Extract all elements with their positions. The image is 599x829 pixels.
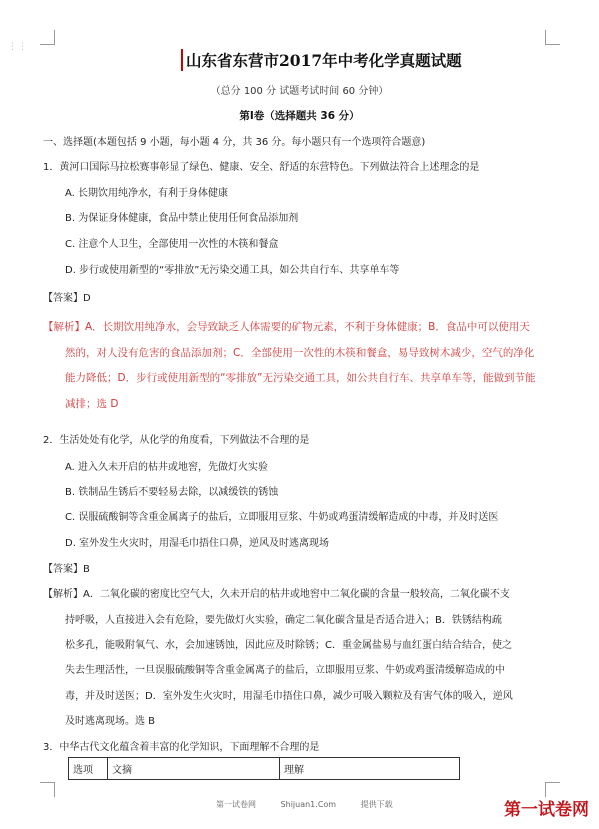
table-header-cell: 文摘 (108, 758, 280, 780)
q2-analysis-line: 及时逃离现场。选 B (65, 716, 156, 727)
q2-analysis-line: 持呼吸，人直接进入会有危险，要先做灯火实验，确定二氧化碳含量是否适合进入；B．铁锈结构疏 (65, 615, 502, 626)
drag-handle-icon[interactable]: ⋮⋮ (8, 42, 28, 52)
section-title: 第Ⅰ卷（选择题共 36 分） (239, 110, 360, 122)
page-title: 山东省东营市2017年中考化学真题试题 (181, 49, 462, 71)
table-header-row (69, 758, 460, 780)
q1-option-d: D. 步行或使用新型的“零排放”无污染交通工具，如公共自行车、共享单车等 (65, 265, 400, 276)
q2-analysis-line: 失去生理活性，一旦误服硫酸铜等含重金属离子的盐后，立即服用豆浆、牛奶或鸡蛋清缓解造成的中 (65, 665, 505, 676)
q1-analysis-line: 减排；选 D (65, 398, 119, 410)
q1-answer: 【答案】D (43, 293, 91, 304)
footer-site-url[interactable]: Shijuan1.Com (280, 800, 337, 809)
footer-site-name: 第一试卷网 (216, 800, 256, 809)
q3-stem: 3．中华古代文化蕴含着丰富的化学知识，下面理解不合理的是 (43, 742, 320, 753)
q2-option-b: B. 铁制品生锈后不要轻易去除，以减缓铁的锈蚀 (65, 487, 279, 498)
q2-option-a: A. 进入久未开启的枯井或地窖，先做灯火实验 (65, 462, 269, 473)
section-intro: 一、选择题(本题包括 9 小题，每小题 4 分，共 36 分。每小题只有一个选项符合题意) (43, 137, 426, 148)
q1-analysis-line: 【解析】A．长期饮用纯净水，会导致缺乏人体需要的矿物元素，不利于身体健康；B．食品中可以使用天 (43, 321, 530, 333)
page-footer (216, 799, 415, 810)
watermark-logo: 第一试卷网 (504, 800, 589, 820)
footer-note: 提供下载 (360, 800, 393, 809)
table-header-cell: 选项 (69, 758, 108, 780)
q2-option-c: C. 误服硫酸铜等含重金属离子的盐后，立即服用豆浆、牛奶或鸡蛋清缓解造成的中毒，并及时送医 (65, 512, 499, 523)
q2-analysis-line: 【解析】A．二氧化碳的密度比空气大，久未开启的枯井或地窖中二氧化碳的含量一般较高，二氧化碳不支 (43, 589, 510, 600)
q2-stem: 2．生活处处有化学，从化学的角度看，下列做法不合理的是 (43, 435, 310, 446)
crop-mark-top-right (545, 30, 560, 45)
q1-stem: 1．黄河口国际马拉松赛事彰显了绿色、健康、安全、舒适的东营特色。下列做法符合上述理念的是 (43, 162, 480, 173)
table-header-cell: 理解 (280, 758, 460, 780)
q2-analysis-line: 毒，并及时送医；D．室外发生火灾时，用湿毛巾捂住口鼻，减少可吸入颗粒及有害气体的吸入，逆风 (65, 691, 513, 702)
q1-option-b: B. 为保证身体健康，食品中禁止使用任何食品添加剂 (65, 213, 299, 224)
q1-analysis-line: 然的，对人没有危害的食品添加剂；C．全部使用一次性的木筷和餐盒，易导致树木减少，空气的净化 (65, 347, 535, 359)
crop-mark-top-left (40, 30, 55, 45)
q2-analysis-line: 松多孔，能吸附氧气、水，会加速锈蚀，因此应及时除锈；C．重金属盐易与血红蛋白结合结合，使之 (65, 640, 512, 651)
crop-mark-bottom-left (40, 782, 55, 797)
q3-table (68, 757, 460, 780)
q1-analysis-line: 能力降低；D．步行或使用新型的“零排放”无污染交通工具，如公共自行车、共享单车等，能做到节能 (65, 372, 536, 384)
q1-option-c: C. 注意个人卫生，全部使用一次性的木筷和餐盒 (65, 239, 279, 250)
exam-info: （总分 100 分 试题考试时间 60 分钟） (210, 86, 389, 97)
q2-option-d: D. 室外发生火灾时，用湿毛巾捂住口鼻，逆风及时逃离现场 (65, 538, 330, 549)
q1-option-a: A. 长期饮用纯净水，有利于身体健康 (65, 188, 229, 199)
q2-answer: 【答案】B (43, 564, 90, 575)
